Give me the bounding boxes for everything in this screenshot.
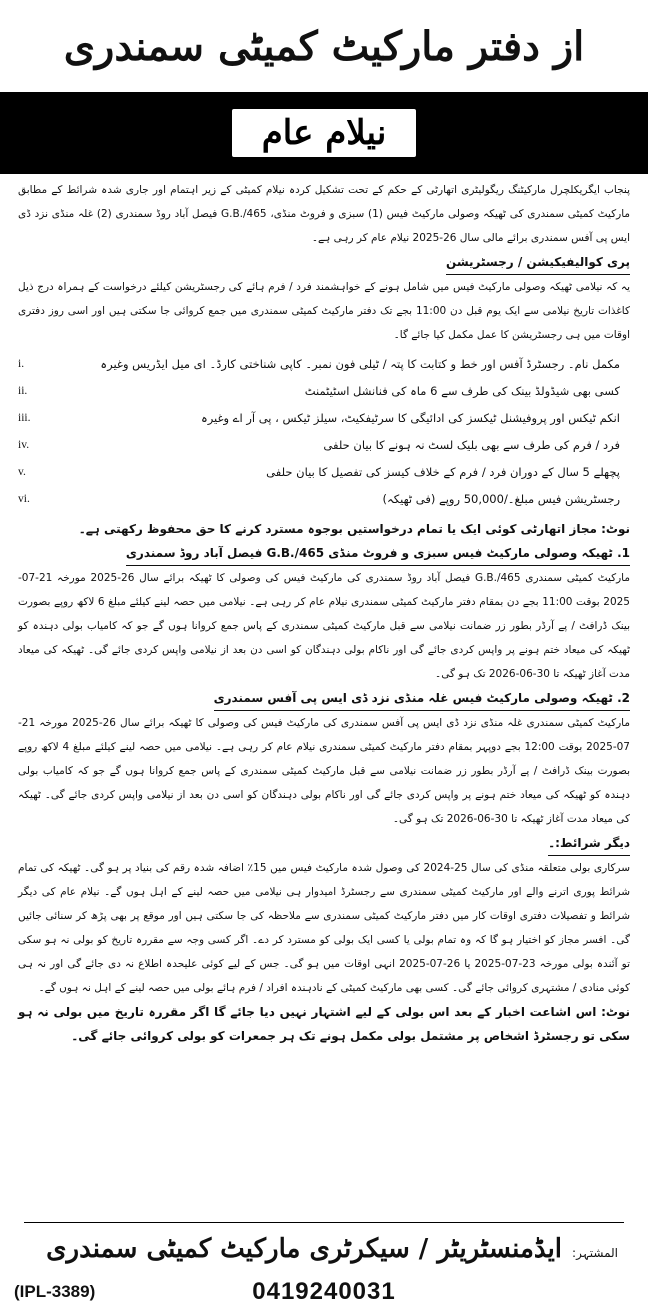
list-item: پچھلے 5 سال کے دوران فرد / فرم کے خلاف کیسز کی تفصیل کا بیان حلفی v.: [18, 465, 620, 479]
prequal-note: نوٹ: مجاز اتھارٹی کوئی ایک یا تمام درخواستیں بوجوہ مسترد کرنے کا حق محفوظ رکھتی ہے۔: [78, 522, 630, 536]
advertiser-label: المشتہر:: [572, 1246, 618, 1260]
intro-paragraph: پنجاب ایگریکلچرل مارکیٹنگ ریگولیٹری اتھارٹی کے حکم کے تحت تشکیل کردہ نیلام کمیٹی کے زیر اہتمام اور جاری شدہ شرائط کے مطابق مارکیٹ کمیٹی سمندری کی ٹھیکہ وصولی مارکیٹ فیس (1) سبزی و فروٹ منڈی، G.B./465 فیصل آباد روڈ سمندری (2) غلہ منڈی نزد ڈی ایس پی آفس سمندری برائے مالی سال 26-2025 نیلام عام کر رہی ہے۔: [18, 184, 631, 244]
prequal-text: یہ کہ نیلامی ٹھیکہ وصولی مارکیٹ فیس میں شامل ہونے کے خواہشمند فرد / فرم ہائے کی رجسٹریشن کیلئے درخواست کے ہمراہ درج ذیل کاغذات تاریخ نیلامی سے ایک یوم قبل دن 11:00 بجے تک دفتر مارکیٹ کمیٹی سمندری میں جمع کروائی جا سکتی ہیں اور اسی روز دفتری اوقات میں ہی رجسٹریشن کا عمل مکمل کیا جائے گا۔: [18, 281, 630, 341]
list-item: رجسٹریشن فیس مبلغ۔/50,000 روپے (فی ٹھیکہ) vi.: [18, 492, 620, 506]
section1-text: مارکیٹ کمیٹی سمندری G.B./465 فیصل آباد روڈ سمندری کی مارکیٹ فیس کی وصولی کا ٹھیکہ برائے سال 26-2025 مورخہ 21-07-2025 بوقت 11:00 بجے دن بمقام دفتر مارکیٹ کمیٹی سمندری نیلام عام کر رہی ہے۔ نیلامی میں حصہ لینے کیلئے مبلغ 6 لاکھ روپے بصورت بینک ڈرافٹ / پے آرڈر بطور زر ضمانت نیلامی سے قبل مارکیٹ کمیٹی سمندری کے پاس جمع کروانا ہوں گے جو کہ کامیاب بولی دہندہ کو ٹھیکہ کی میعاد ختم ہونے پر واپس کردی جائے گی اور ناکام بولی دہندگان کو اسی دن بعد از نیلامی واپس کردی جائے گی۔ ٹھیکہ کی میعاد مدت آغاز ٹھیکہ تا 30-06-2026 تک ہو گی۔: [18, 572, 631, 680]
page-title: از دفتر مارکیٹ کمیٹی سمندری: [63, 22, 585, 70]
prequal-heading: پری کوالیفیکیشن / رجسٹریشن: [18, 250, 630, 275]
list-item: فرد / فرم کی طرف سے بھی بلیک لسٹ نہ ہونے کا بیان حلفی iv.: [18, 438, 620, 452]
requirements-list: [18, 351, 630, 513]
other-conditions-heading: دیگر شرائط:۔: [18, 831, 630, 856]
notice-title: نیلام عام: [232, 109, 417, 157]
reference-code: (IPL-3389): [14, 1282, 96, 1301]
final-note: نوٹ: اس اشاعت اخبار کے بعد اس بولی کے لیے اشتہار نہیں دیا جائے گا اگر مقررہ تاریخ میں بولی نہ ہو سکی تو رجسٹرڈ اشخاص پر مشتمل بولی مکمل ہونے تک ہر جمعرات کو بولی کروائی جائے گی۔: [18, 1005, 630, 1043]
phone-number: 0419240031: [252, 1278, 396, 1305]
footer-divider: [24, 1222, 624, 1223]
list-item: انکم ٹیکس اور پروفیشنل ٹیکسز کی ادائیگی کا سرٹیفکیٹ، سیلز ٹیکس ، پی آر اے وغیرہ iii.: [18, 411, 620, 425]
title-band: [0, 92, 648, 174]
notice-body: [18, 178, 630, 1048]
other-conditions-text: سرکاری بولی متعلقہ منڈی کی سال 25-2024 کی وصول شدہ مارکیٹ فیس میں 15٪ اضافہ شدہ رقم کی بنیاد پر ہو گی۔ ٹھیکہ کی تمام شرائط پوری اترنے والے اور مارکیٹ کمیٹی سمندری سے رجسٹرڈ امیدوار ہی نیلامی میں حصہ لینے کے اہل ہوں گے۔ نیلام عام کی دیگر شرائط و تفصیلات دفتری اوقات کار میں دفتر مارکیٹ کمیٹی سمندری سے ملاحظہ کی جا سکتی ہیں اور موقع پر بھی پڑھ کر سنائی جائیں گی۔ افسر مجاز کو اختیار ہو گا کہ وہ تمام بولی یا کسی ایک بولی کو مسترد کر دے۔ اگر کسی وجہ سے مقررہ تاریخ کو بولی نہ ہو سکی تو آئندہ بولی مورخہ 23-07-2025 یا 26-07-2025 انہی اوقات میں ہو گی۔ جس کے لیے کوئی علیحدہ اطلاع نہ دی جائے گی اور نہ ہی کوئی منادی / مشتہری کروائی جائے گی۔ کسی بھی مارکیٹ کمیٹی کے نادہندہ افراد / فرم ہائے بولی میں حصہ لینے کے اہل نہ ہوں گے۔: [18, 862, 631, 994]
advertiser-name: ایڈمنسٹریٹر / سیکرٹری مارکیٹ کمیٹی سمندری: [46, 1234, 563, 1264]
section2-heading: 2. ٹھیکہ وصولی مارکیٹ فیس غلہ منڈی نزد ڈی ایس پی آفس سمندری: [18, 686, 630, 711]
footer: [0, 1222, 648, 1308]
section1-heading: 1. ٹھیکہ وصولی مارکیٹ فیس سبزی و فروٹ منڈی G.B./465 فیصل آباد روڈ سمندری: [18, 541, 630, 566]
list-item: مکمل نام۔ رجسٹرڈ آفس اور خط و کتابت کا پتہ / ٹیلی فون نمبر۔ کاپی شناختی کارڈ۔ ای میل ایڈریس وغیرہ i.: [18, 357, 620, 371]
advertiser: [46, 1234, 618, 1264]
section2-text: مارکیٹ کمیٹی سمندری غلہ منڈی نزد ڈی ایس پی آفس سمندری کی مارکیٹ فیس کی وصولی کا ٹھیکہ برائے سال 26-2025 مورخہ 21-07-2025 بوقت 12:00 بجے دوپہر بمقام دفتر مارکیٹ کمیٹی سمندری نیلام عام کر رہی ہے۔ نیلامی میں حصہ لینے کیلئے مبلغ 4 لاکھ روپے بصورت بینک ڈرافٹ / پے آرڈر بطور زر ضمانت نیلامی سے قبل مارکیٹ کمیٹی سمندری کے پاس جمع کروانا ہوں گے جو کہ کامیاب بولی دہندہ کو ٹھیکہ کی میعاد ختم ہونے پر واپس کردی جائے گی اور ناکام بولی دہندگان کو اسی دن بعد از نیلامی واپس کردی جائے گی۔ ٹھیکہ کی میعاد مدت آغاز ٹھیکہ تا 30-06-2026 تک ہو گی۔: [18, 717, 630, 825]
list-item: کسی بھی شیڈولڈ بینک کی طرف سے 6 ماہ کی فنانشل اسٹیٹمنٹ ii.: [18, 384, 620, 398]
